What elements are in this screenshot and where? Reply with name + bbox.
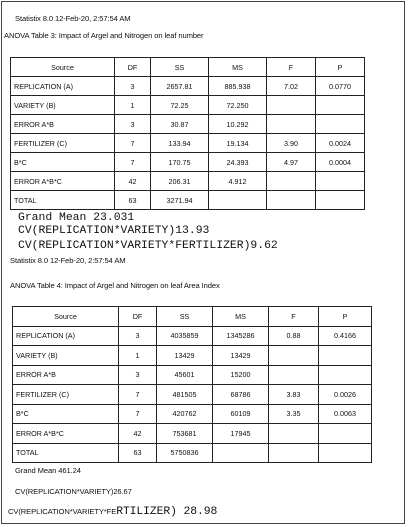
value-cell: 63 <box>119 443 157 463</box>
value-cell: 3271.94 <box>151 191 209 210</box>
table-row <box>13 385 372 405</box>
cv-1b: CV(REPLICATION*VARIETY*FERTILIZER)9.62 <box>18 240 278 252</box>
column-header: F <box>269 307 319 327</box>
value-cell: 133.94 <box>151 134 209 153</box>
value-cell: 19.134 <box>209 134 267 153</box>
value-cell: 1345286 <box>213 326 269 346</box>
table-row <box>11 172 365 191</box>
value-cell <box>316 115 365 134</box>
value-cell <box>316 96 365 115</box>
value-cell: 3 <box>119 326 157 346</box>
table-row <box>13 443 372 463</box>
value-cell: 5750836 <box>157 443 213 463</box>
table-row <box>13 346 372 366</box>
value-cell: 42 <box>115 172 151 191</box>
value-cell <box>316 191 365 210</box>
source-cell: ERROR A*B*C <box>13 424 119 444</box>
value-cell: 7 <box>119 385 157 405</box>
value-cell: 60109 <box>213 404 269 424</box>
source-cell: ERROR A*B <box>13 365 119 385</box>
value-cell: 4.97 <box>267 153 316 172</box>
source-cell: B*C <box>13 404 119 424</box>
column-header: SS <box>157 307 213 327</box>
value-cell: 63 <box>115 191 151 210</box>
cv-2b <box>8 506 217 518</box>
value-cell: 1 <box>119 346 157 366</box>
value-cell: 0.88 <box>269 326 319 346</box>
header-2: Statistix 8.0 12-Feb-20, 2:57:54 AM <box>10 256 126 265</box>
cv-2b-prefix: CV(REPLICATION*VARIETY*FE <box>8 507 117 516</box>
value-cell: 3 <box>115 77 151 96</box>
table-row <box>11 77 365 96</box>
value-cell <box>319 365 372 385</box>
value-cell: 13429 <box>213 346 269 366</box>
value-cell <box>319 346 372 366</box>
column-header: F <box>267 58 316 77</box>
column-header: DF <box>119 307 157 327</box>
value-cell <box>213 443 269 463</box>
source-cell: ERROR A*B*C <box>11 172 115 191</box>
value-cell: 206.31 <box>151 172 209 191</box>
source-cell: REPLICATION (A) <box>13 326 119 346</box>
value-cell <box>269 424 319 444</box>
value-cell <box>269 365 319 385</box>
value-cell: 17945 <box>213 424 269 444</box>
value-cell: 481505 <box>157 385 213 405</box>
value-cell <box>209 191 267 210</box>
value-cell <box>267 172 316 191</box>
cv-2a: CV(REPLICATION*VARIETY)26.67 <box>15 487 132 496</box>
value-cell: 42 <box>119 424 157 444</box>
source-cell: TOTAL <box>13 443 119 463</box>
value-cell: 0.4166 <box>319 326 372 346</box>
value-cell: 1 <box>115 96 151 115</box>
anova-table-3 <box>10 57 365 210</box>
value-cell: 7 <box>115 153 151 172</box>
table-row <box>13 404 372 424</box>
source-cell: FERTILIZER (C) <box>13 385 119 405</box>
column-header: MS <box>209 58 267 77</box>
column-header: Source <box>11 58 115 77</box>
value-cell: 0.0024 <box>316 134 365 153</box>
column-header: P <box>319 307 372 327</box>
source-cell: REPLICATION (A) <box>11 77 115 96</box>
value-cell: 170.75 <box>151 153 209 172</box>
value-cell: 7 <box>115 134 151 153</box>
source-cell: VARIETY (B) <box>13 346 119 366</box>
value-cell: 4035859 <box>157 326 213 346</box>
value-cell: 885.938 <box>209 77 267 96</box>
grand-mean-2: Grand Mean 461.24 <box>15 466 81 475</box>
source-cell: B*C <box>11 153 115 172</box>
grand-mean-1: Grand Mean 23.031 <box>18 212 135 224</box>
value-cell: 7 <box>119 404 157 424</box>
cv-2b-suffix: RTILIZER) 28.98 <box>116 506 218 518</box>
table-row <box>11 115 365 134</box>
table-row <box>11 96 365 115</box>
source-cell: VARIETY (B) <box>11 96 115 115</box>
column-header: DF <box>115 58 151 77</box>
column-header: P <box>316 58 365 77</box>
cv-1a: CV(REPLICATION*VARIETY)13.93 <box>18 225 210 237</box>
value-cell: 72.25 <box>151 96 209 115</box>
value-cell <box>319 443 372 463</box>
value-cell: 4.912 <box>209 172 267 191</box>
header-1: Statistix 8.0 12-Feb-20, 2:57:54 AM <box>15 14 131 23</box>
table-4-title: ANOVA Table 4: Impact of Argel and Nitrogen on leaf Area Index <box>10 281 220 290</box>
document-page <box>1 1 405 524</box>
column-header: SS <box>151 58 209 77</box>
table-row <box>11 191 365 210</box>
value-cell: 0.0004 <box>316 153 365 172</box>
value-cell: 2657.81 <box>151 77 209 96</box>
value-cell: 753681 <box>157 424 213 444</box>
value-cell: 72.250 <box>209 96 267 115</box>
anova-table-4 <box>12 306 372 463</box>
value-cell: 30.87 <box>151 115 209 134</box>
value-cell: 45601 <box>157 365 213 385</box>
value-cell: 15200 <box>213 365 269 385</box>
table-row <box>13 365 372 385</box>
value-cell <box>267 96 316 115</box>
table-row <box>11 153 365 172</box>
value-cell: 10.292 <box>209 115 267 134</box>
value-cell <box>267 115 316 134</box>
column-header: Source <box>13 307 119 327</box>
value-cell: 0.0063 <box>319 404 372 424</box>
value-cell: 0.0026 <box>319 385 372 405</box>
value-cell <box>316 172 365 191</box>
table-row <box>11 134 365 153</box>
source-cell: FERTILIZER (C) <box>11 134 115 153</box>
column-header: MS <box>213 307 269 327</box>
source-cell: ERROR A*B <box>11 115 115 134</box>
source-cell: TOTAL <box>11 191 115 210</box>
header-row <box>13 307 372 327</box>
value-cell <box>267 191 316 210</box>
table-3-title: ANOVA Table 3: Impact of Argel and Nitrogen on leaf number <box>4 31 204 40</box>
value-cell: 3 <box>115 115 151 134</box>
value-cell: 3 <box>119 365 157 385</box>
value-cell: 3.90 <box>267 134 316 153</box>
value-cell: 420762 <box>157 404 213 424</box>
value-cell: 24.393 <box>209 153 267 172</box>
value-cell <box>269 346 319 366</box>
value-cell: 13429 <box>157 346 213 366</box>
value-cell: 68786 <box>213 385 269 405</box>
value-cell <box>319 424 372 444</box>
value-cell: 7.02 <box>267 77 316 96</box>
header-row <box>11 58 365 77</box>
value-cell: 3.83 <box>269 385 319 405</box>
value-cell <box>269 443 319 463</box>
table-row <box>13 326 372 346</box>
value-cell: 0.0770 <box>316 77 365 96</box>
value-cell: 3.35 <box>269 404 319 424</box>
table-row <box>13 424 372 444</box>
